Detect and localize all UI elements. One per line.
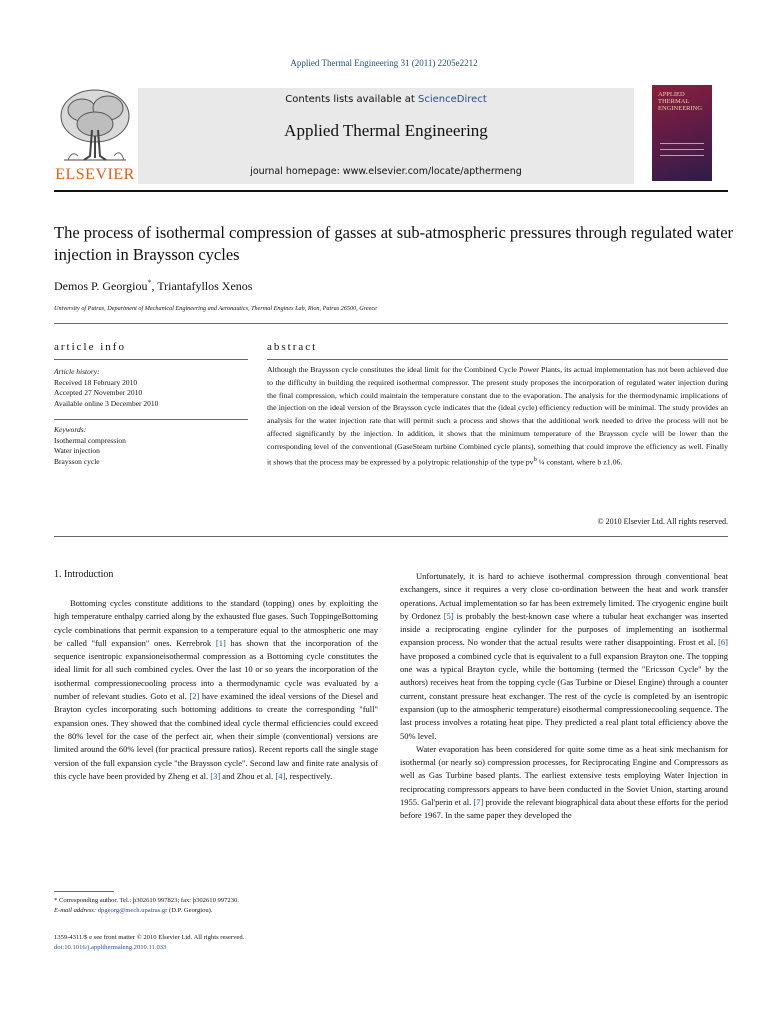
paragraph	[54, 597, 378, 783]
publisher-name: ELSEVIER	[55, 166, 135, 183]
keywords	[54, 425, 126, 467]
keywords-rule	[54, 419, 248, 420]
keyword: Braysson cycle	[54, 456, 100, 466]
keyword: Water injection	[54, 446, 100, 456]
paper-title: The process of isothermal compression of gasses at sub-atmospheric pressures through regulated water injection in Braysson cycles	[54, 223, 734, 264]
text-run: and Zhou et al.	[220, 770, 276, 781]
reference-link[interactable]: [7]	[473, 797, 484, 808]
accepted-date: Accepted 27 November 2010	[54, 388, 143, 398]
text-run: provide the relevant biographical data about these efforts for the period before 1967. In the same paper they developed the	[400, 797, 728, 821]
text-run: have proposed a combined cycle that is equivalent to a full expansion Brayton one. The topping one was a typical Brayton cycle, while the bottoming (termed the "Ericsson Cycle" by the authors) receives heat from the topping cycle (Gas Turbine or Diesel Engine) through a counter current, constant pressure heat exchanger. The rest of the cycle is completed by an isentropic expansion (up to the atmospheric temperature) eisothermal compressionecooling sequence. The last process involves a rotating heat pipe. They predicted a real plant total efficiency above the 50% level.	[400, 650, 728, 741]
history-label: Article history:	[54, 367, 100, 376]
text-run: , respectively.	[285, 770, 333, 781]
journal-citation[interactable]: Applied Thermal Engineering 31 (2011) 2205e2212	[290, 58, 478, 68]
contents-prefix: Contents lists available at	[285, 94, 419, 105]
author-georgiou[interactable]: Demos P. Georgiou	[54, 279, 148, 293]
polytropic-exponent: b	[533, 455, 537, 463]
abstract-heading: abstract	[267, 341, 318, 353]
reference-link[interactable]: [2]	[189, 691, 200, 702]
paragraph	[400, 743, 728, 823]
corresponding-author-note: * Corresponding author. Tel.: þ302610 997823; fax: þ302610 997230.	[54, 897, 239, 904]
email-label: E-mail address:	[54, 907, 98, 914]
email-link[interactable]: dpgeorg@mech.upatras.gr	[97, 907, 168, 914]
online-date: Available online 3 December 2010	[54, 398, 159, 408]
abstract-end: ¼ constant, where b z1.06.	[536, 457, 623, 467]
cover-divider	[660, 149, 704, 150]
sciencedirect-link[interactable]: ScienceDirect	[418, 94, 487, 105]
reference-link[interactable]: [4]	[275, 770, 286, 781]
abstract-rule	[267, 359, 728, 360]
journal-cover-image	[652, 85, 712, 181]
cover-divider	[660, 155, 704, 156]
keyword: Isothermal compression	[54, 435, 126, 445]
article-info-rule	[54, 359, 248, 360]
received-date: Received 18 February 2010	[54, 377, 138, 387]
journal-homepage-link[interactable]: journal homepage: www.elsevier.com/locate/apthermeng	[250, 166, 522, 177]
reference-link[interactable]: [6]	[718, 637, 728, 648]
paragraph	[400, 570, 728, 743]
header-rule	[54, 190, 728, 192]
affiliation-rule	[54, 323, 728, 324]
left-column	[54, 597, 378, 783]
text-run: has shown that the incorporation of the sequence isentropic expansioneisothermal compression as a Bottoming cycle constitutes the ideal limit for all such combined cycles. Over the last 10 or so years the incorporation of the isothermal compressionecooling process into a thermodynamic cycle was evaluated by a number of relevant studies. Goto et al.	[54, 637, 379, 702]
text-run: Unfortunately, it is hard to achieve isothermal compression through conventional heat exchangers, since it requires a very close co-ordination between the heat and work transfer operations. Actual implementation so far has been extremely limited. The cryogenic engine built by Ordonez	[400, 571, 728, 621]
footnotes	[54, 896, 384, 916]
article-history	[54, 367, 158, 409]
journal-masthead	[138, 88, 634, 184]
authors	[54, 278, 252, 294]
cover-divider	[660, 143, 704, 144]
abstract-text	[267, 364, 728, 469]
issn-line: 1359-4311/$ e see front matter © 2010 Elsevier Ltd. All rights reserved.	[54, 934, 245, 941]
keywords-label: Keywords:	[54, 425, 87, 434]
footnote-rule	[54, 891, 114, 892]
journal-title: Applied Thermal Engineering	[284, 121, 488, 140]
text-run: Water evaporation has been considered for quite some time as a heat sink mechanism for isothermal (or nearly so) compression processes, for Reciprocating Engine and Compressors as well as Gas Turbine based plants. The earliest extensive tests employing Water Injection in reciprocating compressors appears to have been conducted in the Soviet Union, starting around 1955. Gal'perin et al.	[400, 743, 728, 808]
abstract-copyright: © 2010 Elsevier Ltd. All rights reserved.	[597, 517, 728, 526]
text-run: Bottoming cycles constitute additions to the standard (topping) ones by exploiting the high temperature enthalpy carried along by the exhausted flue gases. Such ToppingeBottoming cycle combinations that permit expansion to a temperature equal to the atmospheric one may be called "full expansion" ones. Kerrebrok	[54, 598, 378, 648]
abstract-body: Although the Braysson cycle constitutes the ideal limit for the Combined Cycle Power Plants, its actual implementation has not been achieved due to the difficulty in building the required isothermal compressor. The present study proposes the incorporation of regulated water injection during the final compression, which could maintain the temperature constant due to the evaporation. The analysis for the thermodynamic implications of the injection on the ideal version of the Braysson cycle indicates that the (ideal cycle) efficiency reduction will be minimal. The study provides an analysis for the water injection rate that will permit such a process and shows that the additional work needed to drive the process will not be affected significantly by the injection. In addition, it shows that the minimum temperature of the Braysson cycle will be lower than the corresponding level of the conventional (GaseSteam turbine Combined cycle plants), something that could improve the efficiency as well. Finally it shows that the process may be expressed by a polytropic relationship of the type pv	[267, 365, 728, 467]
reference-link[interactable]: [1]	[215, 637, 226, 648]
doi-link[interactable]: doi:10.1016/j.applthermaleng.2010.11.033	[54, 944, 167, 951]
cover-title: APPLIED THERMAL ENGINEERING	[658, 91, 703, 112]
issn-block	[54, 933, 384, 953]
contents-line	[138, 94, 634, 105]
corresponding-author-mark[interactable]: *	[147, 278, 152, 287]
affiliation: University of Patras, Department of Mechanical Engineering and Aeronautics, Thermal Engines Lab, Rion, Patras 26500, Greece	[54, 305, 377, 312]
email-suffix: (D.P. Georgiou).	[167, 907, 213, 914]
article-info-heading: article info	[54, 341, 126, 353]
text-run: have examined the ideal versions of the Diesel and Brayton cycles incorporating such bottoming additions to create the corresponding "full" expansion ones. They showed that the combined ideal cycle thermal efficiencies could exceed the 80% level for the case of the perfect air, when their simple (conventional) versions are limited around the 60% level (for practical pressure ratios). Recent reports call the single stage version of the full expansion cycle "the Braysson cycle". Second law and finite rate analysis of this cycle have been provided by Zheng et al.	[54, 691, 378, 781]
reference-link[interactable]: [5]	[443, 610, 454, 621]
right-column	[400, 570, 728, 823]
email-line	[54, 906, 384, 916]
reference-link[interactable]: [3]	[210, 770, 221, 781]
text-run: is probably the best-known case where a tubular heat exchanger was inserted inside a reciprocating engine cylinder for the purposes of implementing an isothermal expansion process. No wonder that the actual results were rather disappointing. Frost et al.	[400, 610, 729, 648]
author-xenos[interactable]: , Triantafyllos Xenos	[151, 279, 253, 293]
abstract-bottom-rule	[54, 536, 728, 537]
section-heading-introduction: 1. Introduction	[54, 569, 114, 580]
